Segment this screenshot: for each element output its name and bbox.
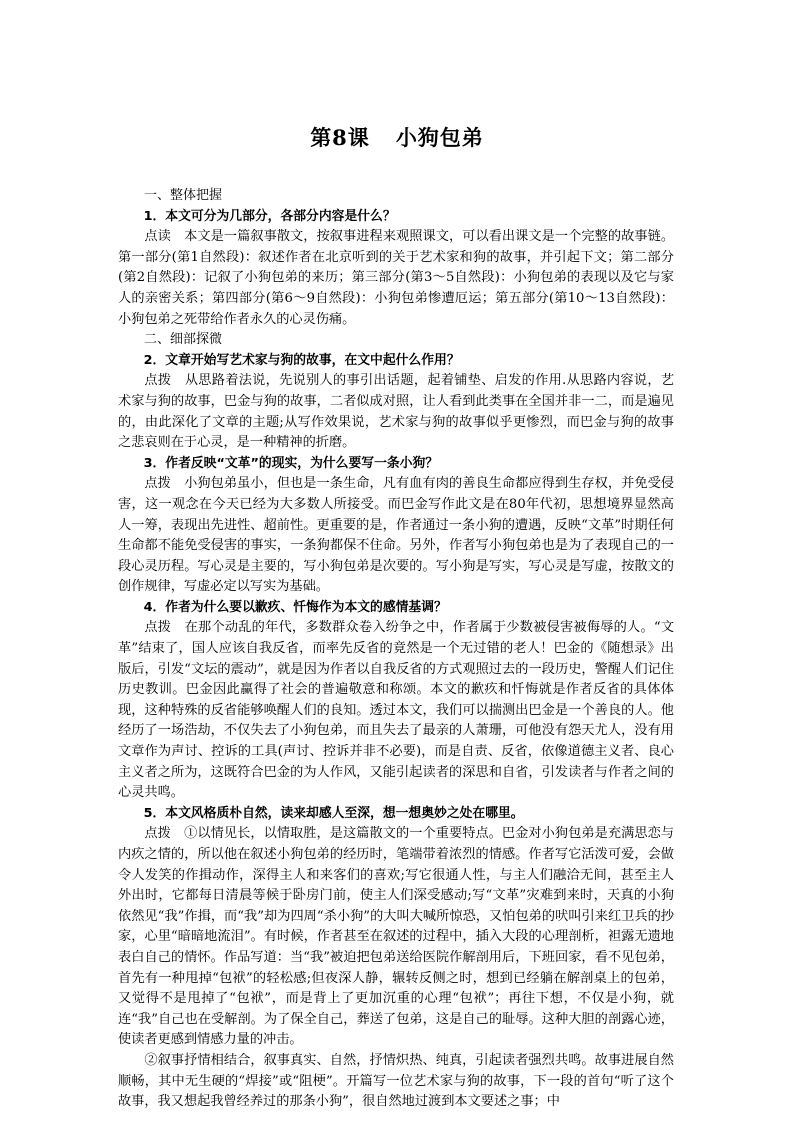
paragraph-text: ②叙事抒情相结合，叙事真实、自然，抒情炽热、纯真，引起读者强烈共鸣。故事进展自然顺畅，其中无生硬的“焊接”或“阻梗”。开篇写一位艺术家与狗的故事，下一段的首句“听了这个故事，我又想起我曾经养过的那条小狗”，很自然地过渡到本文要述之事；中 [118, 1052, 674, 1110]
answer-label: 点拨 [144, 620, 172, 636]
paragraph-text: 1．本文可分为几部分，各部分内容是什么？ [143, 208, 396, 224]
paragraph-text: 在那个动乱的年代，多数群众卷入纷争之中，作者属于少数被侵害被侮辱的人。“文革”结束了，国人应该自我反省，而率先反省的竟然是一个无过错的老人！巴金的《随想录》出版后，引发“文坛的震动”，就是因为作者以自我反省的方式观照过去的一段历史，警醒人们记住历史教训。巴金因此赢得了社会的普遍敬意和称颂。本文的歉疚和忏悔就是作者反省的具体体现，这种特殊的反省能够唤醒人们的良知。透过本文，我们可以揣测出巴金是一个善良的人。他经历了一场浩劫，不仅失去了小狗包弟，而且失去了最亲的人萧珊，可他没有怨天尤人，没有用文章作为声讨、控诉的工具(声讨、控诉并非不必要)，而是自责、反省，依像道德主义者、良心主义者之所为，这既符合巴金的为人作风，又能引起读者的深思和自省，引发读者与作者之间的心灵共鸣。 [118, 620, 675, 801]
paragraph-text: 2．文章开始写艺术家与狗的故事，在文中起什么作用？ [143, 352, 460, 368]
answer-paragraph [118, 474, 674, 598]
question [118, 804, 674, 825]
question [118, 454, 674, 475]
answer-label: 点拨 [144, 826, 171, 842]
paragraph-text: 3．作者反映“文革”的现实，为什么要写一条小狗？ [143, 455, 439, 471]
paragraph-text: 4．作者为什么要以歉疚、忏悔作为本文的感情基调？ [143, 599, 447, 615]
lesson-number: 第8课 [310, 125, 370, 150]
paragraph-text: 二、细部探微 [144, 332, 223, 348]
answer-label: 点读 [144, 229, 171, 245]
section-heading [118, 186, 674, 207]
paragraph-text: 从思路着法说，先说别人的事引出话题，起着铺垫、启发的作用.从思路内容说，艺术家与狗的故事，巴金与狗的故事，二者似成对照，让人看到此类事在全国并非一二，而是遍见的，由此深化了文章的主题;从写作效果说，艺术家与狗的故事似乎更惨烈，而巴金与狗的故事之悲哀则在于心灵，是一种精神的折磨。 [118, 373, 675, 451]
answer-label: 点拨 [144, 476, 171, 492]
paragraph-text: 本文是一篇叙事散文，按叙事进程来观照课文，可以看出课文是一个完整的故事链。第一部分(第1自然段)：叙述作者在北京听到的关于艺术家和狗的故事，并引起下文；第二部分(第2自然段)：记叙了小狗包弟的来历；第三部分(第3～5自然段)：小狗包弟的表现以及它与家人的亲密关系；第四部分(第6～9自然段)：小狗包弟惨遭厄运；第五部分(第10～13自然段)：小狗包弟之死带给作者永久的心灵伤痛。 [118, 229, 675, 327]
question [118, 598, 674, 619]
section-heading [118, 330, 674, 351]
lesson-name: 小狗包弟 [395, 125, 484, 150]
paragraph-text: 一、整体把握 [144, 188, 223, 203]
page-title [0, 122, 794, 152]
answer-paragraph [118, 618, 674, 803]
answer-paragraph [118, 824, 674, 1051]
answer-paragraph [118, 227, 674, 330]
paragraph-text: ①以情见长，以情取胜，是这篇散文的一个重要特点。巴金对小狗包弟是充满思恋与内疚之情的，所以他在叙述小狗包弟的经历时，笔端带着浓烈的情感。作者写它活泼可爱，会做令人发笑的作揖动作，深得主人和来客们的喜欢;写它很通人性，与主人们融洽无间，甚至主人外出时，它都每日清晨等候于卧房门前，使主人们深受感动;写“文革”灾难到来时，天真的小狗依然见“我”作揖，而“我”却为四周“杀小狗”的大叫大喊所惊恐，又怕包弟的吠叫引来红卫兵的抄家，心里“暗暗地流泪”。有时候，作者甚至在叙述的过程中，插入大段的心理剖析，袒露无遗地表白自己的情怀。作品写道：当“我”被迫把包弟送给医院作解剖用后，下班回家，看不见包弟，首先有一种甩掉“包袱”的轻松感;但夜深人静，辗转反侧之时，想到已经躺在解剖桌上的包弟，又觉得不是甩掉了“包袱”，而是背上了更加沉重的心理“包袱”；再往下想，不仅是小狗，就连“我”自己也在受解剖。为了保全自己，葬送了包弟，这是自己的耻辱。这种大胆的剖露心迹，使读者更感到情感力量的冲击。 [118, 826, 675, 1048]
answer-label: 点拨 [144, 373, 172, 389]
document-body [118, 186, 674, 1113]
answer-paragraph [118, 371, 674, 453]
question [118, 207, 674, 228]
paragraph-text: 小狗包弟虽小，但也是一条生命，凡有血有肉的善良生命都应得到生存权，并免受侵害，这一观念在今天已经为大多数人所接受。而巴金写作此文是在80年代初，思想境界显然高人一筹，表现出先进性、超前性。更重要的是，作者通过一条小狗的遭遇，反映“文革”时期任何生命都不能免受侵害的事实，一条狗都保不住命。另外，作者写小狗包弟也是为了表现自己的一段心灵历程。写心灵是主要的，写小狗包弟是次要的。写小狗是写实，写心灵是写虚，按散文的创作规律，写虚必定以写实为基础。 [118, 476, 675, 595]
answer-paragraph [118, 1051, 674, 1113]
question [118, 351, 674, 372]
paragraph-text: 5．本文风格质朴自然，读来却感人至深，想一想奥妙之处在哪里。 [143, 805, 524, 821]
